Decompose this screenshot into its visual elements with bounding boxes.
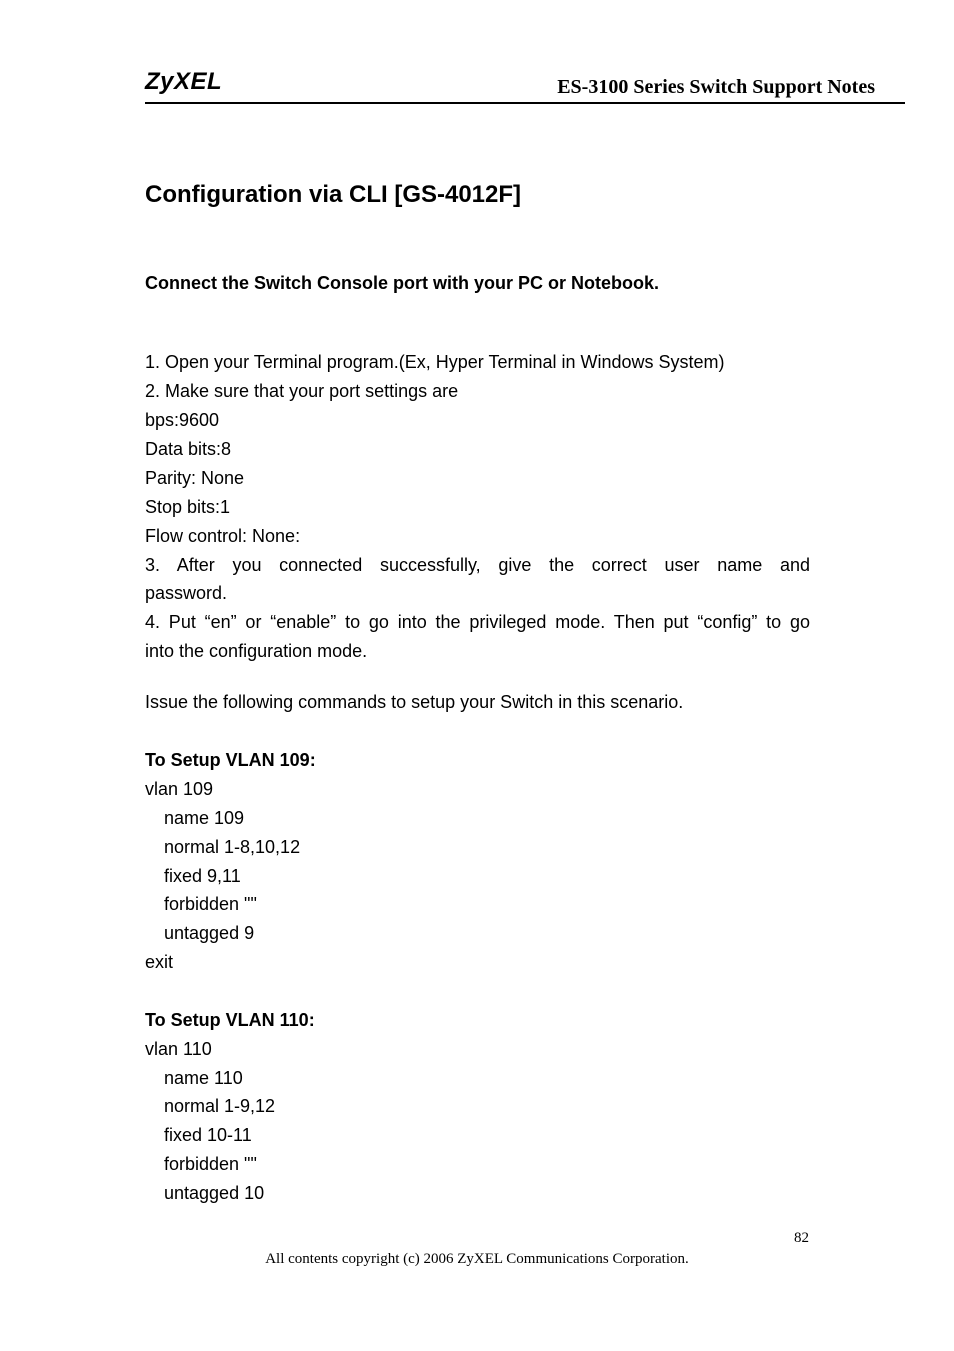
vlan-109-command: untagged 9 [164,923,255,943]
step-3-line-2: password. [145,583,228,603]
vlan-110-command: name 110 [164,1068,243,1088]
command-intro: Issue the following commands to setup your Switch in this scenario. [145,692,684,712]
section-heading: Configuration via CLI [GS-4012F] [145,181,522,208]
setting-data-bits: Data bits:8 [145,439,232,459]
setting-stop-bits: Stop bits:1 [145,497,231,517]
setting-flow-control: Flow control: None: [145,526,301,546]
zyxel-logo: ZyXEL [145,68,223,95]
vlan-109-command: name 109 [164,808,245,828]
vlan-110-command: fixed 10-11 [164,1125,252,1145]
vlan-110-command: normal 1-9,12 [164,1096,276,1116]
vlan-110-command: untagged 10 [164,1183,265,1203]
vlan-109-command: exit [145,952,174,972]
step-3-line-1: 3. After you connected successfully, give the correct user name and [145,555,810,575]
setting-parity: Parity: None [145,468,245,488]
vlan-109-command: fixed 9,11 [164,866,241,886]
step-1: 1. Open your Terminal program.(Ex, Hyper Terminal in Windows System) [145,352,725,372]
document-title: ES-3100 Series Switch Support Notes [557,76,875,98]
step-4-line-1: 4. Put “en” or “enable” to go into the privileged mode. Then put “config” to go [145,612,810,632]
console-instruction: Connect the Switch Console port with your PC or Notebook. [145,273,660,293]
page-header [145,64,905,104]
copyright-footer: All contents copyright (c) 2006 ZyXEL Communications Corporation. [265,1251,689,1267]
step-2: 2. Make sure that your port settings are [145,381,459,401]
vlan-110-command: forbidden "" [164,1154,257,1174]
setting-bps: bps:9600 [145,410,220,430]
page-number: 82 [794,1230,809,1246]
vlan-109-command: normal 1-8,10,12 [164,837,301,857]
vlan-110-command: vlan 110 [145,1039,212,1059]
vlan-109-heading: To Setup VLAN 109: [145,750,316,770]
vlan-109-command: forbidden "" [164,894,257,914]
step-4-line-2: into the configuration mode. [145,641,368,661]
vlan-109-command: vlan 109 [145,779,214,799]
vlan-110-heading: To Setup VLAN 110: [145,1010,315,1030]
